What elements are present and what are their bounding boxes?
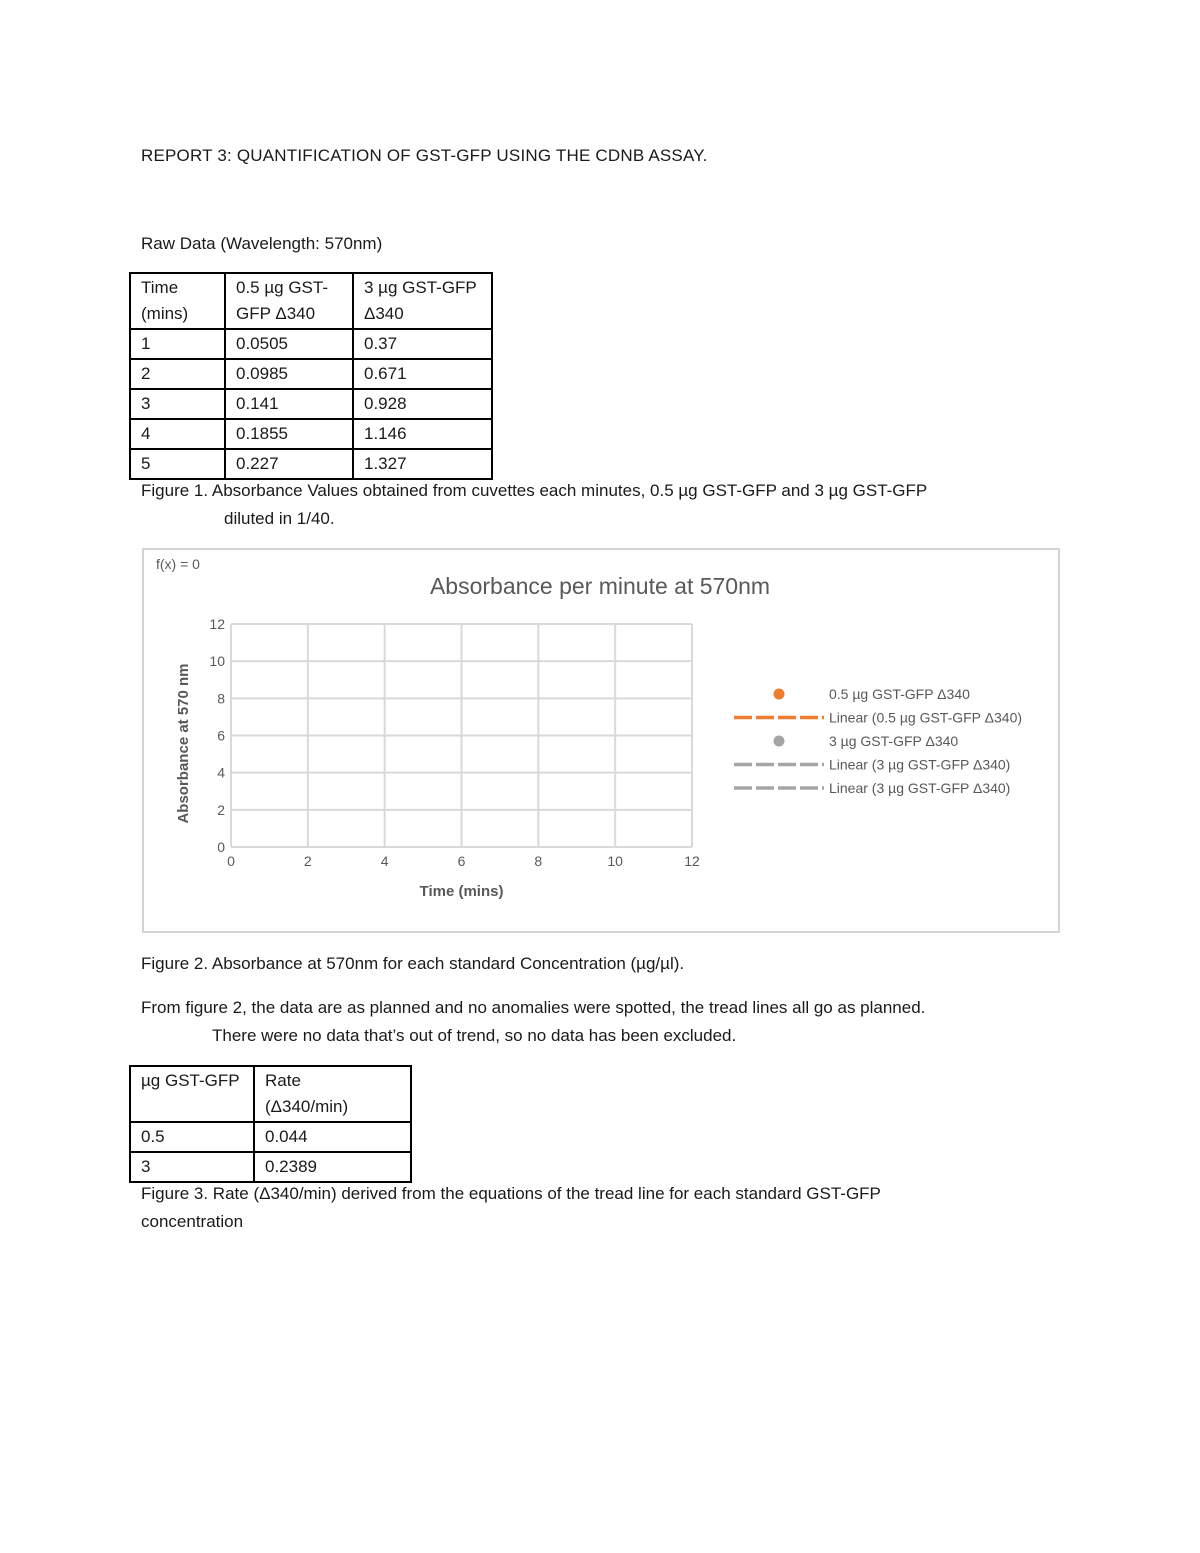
report-title: REPORT 3: QUANTIFICATION OF GST-GFP USING THE CDNB ASSAY.: [141, 146, 708, 165]
table-cell: 5: [130, 449, 225, 479]
rate-table: [129, 1065, 412, 1183]
legend-label: Linear (3 µg GST-GFP Δ340): [829, 780, 1011, 796]
table-cell: 2: [130, 359, 225, 389]
figure3-caption: Figure 3. Rate (Δ340/min) derived from the equations of the tread line for each standard GST-GFP: [141, 1184, 881, 1203]
header-half-ug: 0.5 µg GST- GFP Δ340: [225, 273, 353, 329]
legend-marker: [774, 689, 785, 700]
table-row: [130, 329, 492, 359]
table-cell: 0.671: [353, 359, 492, 389]
table-cell: 0.2389: [254, 1152, 411, 1182]
table-row: [130, 389, 492, 419]
paragraph-line-1: From figure 2, the data are as planned and no anomalies were spotted, the tread lines all go as planned.: [141, 998, 926, 1017]
table-row: [130, 419, 492, 449]
figure3-caption-cont: concentration: [141, 1212, 244, 1231]
table-cell: 0.928: [353, 389, 492, 419]
table-cell: 0.141: [225, 389, 353, 419]
y-tick-label: 10: [209, 653, 225, 670]
x-tick-label: 12: [684, 853, 700, 869]
y-axis-label: Absorbance at 570 nm: [175, 663, 192, 824]
table-cell: 3: [130, 389, 225, 419]
legend-label: 3 µg GST-GFP Δ340: [829, 733, 959, 749]
table-cell: 1.327: [353, 449, 492, 479]
figure1-caption-cont: diluted in 1/40.: [224, 509, 335, 528]
table-header-row: [130, 1066, 411, 1122]
header-rate: Rate (Δ340/min): [254, 1066, 411, 1122]
y-tick-label: 12: [209, 616, 225, 632]
table-row: [130, 1152, 411, 1182]
table-cell: 0.1855: [225, 419, 353, 449]
chart-area: [142, 548, 1060, 933]
y-tick-label: 8: [217, 690, 225, 707]
table-cell: 3: [130, 1152, 254, 1182]
header-time: Time (mins): [130, 273, 225, 329]
formula-label: f(x) = 0: [156, 556, 200, 572]
raw-data-heading: Raw Data (Wavelength: 570nm): [141, 234, 383, 253]
absorbance-chart: [144, 550, 1058, 931]
x-tick-label: 8: [534, 853, 543, 869]
legend-marker: [774, 736, 785, 747]
paragraph-line-2: There were no data that’s out of trend, so no data has been excluded.: [212, 1026, 737, 1045]
figure2-caption: Figure 2. Absorbance at 570nm for each standard Concentration (µg/µl).: [141, 954, 685, 973]
x-tick-label: 10: [607, 853, 623, 869]
header-ug: µg GST-GFP: [130, 1066, 254, 1122]
x-axis-label: Time (mins): [419, 883, 504, 900]
table-cell: 4: [130, 419, 225, 449]
x-tick-label: 6: [457, 853, 466, 869]
table-cell: 0.0505: [225, 329, 353, 359]
x-tick-label: 4: [380, 853, 389, 869]
y-tick-label: 2: [217, 801, 225, 818]
table-cell: 0.0985: [225, 359, 353, 389]
table-cell: 0.227: [225, 449, 353, 479]
x-tick-label: 0: [227, 853, 235, 869]
table-cell: 0.5: [130, 1122, 254, 1152]
y-tick-label: 0: [217, 839, 225, 855]
raw-data-table: [129, 272, 493, 480]
table-header-row: [130, 273, 492, 329]
legend-label: 0.5 µg GST-GFP Δ340: [829, 686, 970, 702]
table-row: [130, 449, 492, 479]
header-three-ug: 3 µg GST-GFP Δ340: [353, 273, 492, 329]
table-cell: 1.146: [353, 419, 492, 449]
table-cell: 0.044: [254, 1122, 411, 1152]
chart-title: Absorbance per minute at 570nm: [429, 573, 771, 599]
table-cell: 0.37: [353, 329, 492, 359]
table-cell: 1: [130, 329, 225, 359]
y-tick-label: 4: [217, 764, 225, 781]
table-row: [130, 359, 492, 389]
figure1-caption: Figure 1. Absorbance Values obtained from cuvettes each minutes, 0.5 µg GST-GFP and 3 µg GST-GFP: [141, 481, 928, 500]
x-tick-label: 2: [303, 853, 312, 869]
legend-label: Linear (3 µg GST-GFP Δ340): [829, 756, 1011, 773]
y-tick-label: 6: [217, 727, 225, 744]
legend-label: Linear (0.5 µg GST-GFP Δ340): [829, 709, 1023, 726]
table-row: [130, 1122, 411, 1152]
